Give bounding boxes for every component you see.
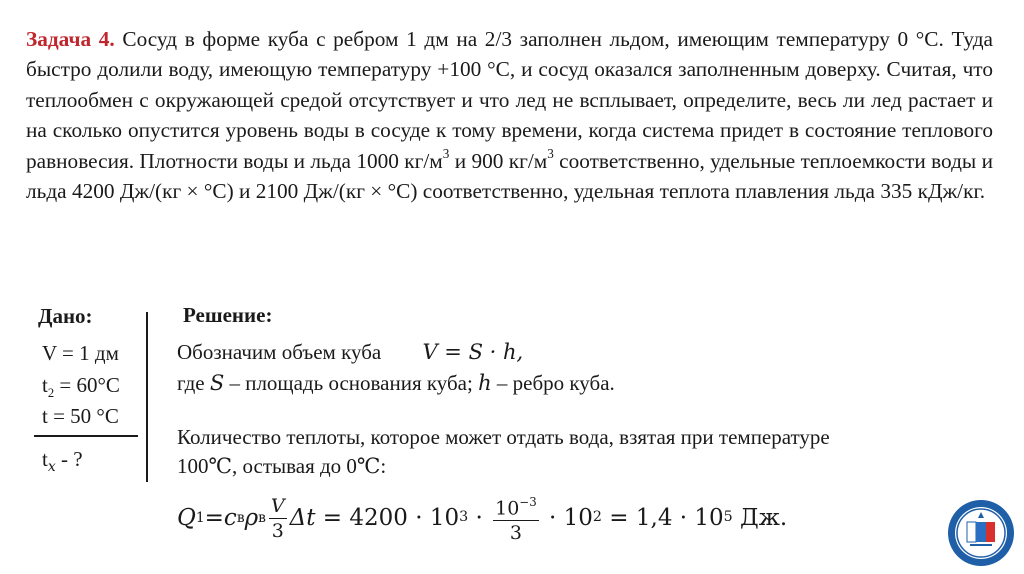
find-symbol: t — [42, 447, 48, 471]
fraction-power-base: 10 — [495, 497, 520, 520]
line2-h-symbol: h — [478, 371, 492, 395]
t2-symbol: t — [42, 373, 48, 397]
formula-c: c — [223, 505, 237, 531]
fraction-power-over-3 — [493, 491, 539, 545]
formula-rho-sub: в — [258, 510, 266, 526]
formula-result: = 1,4 · 10 — [601, 505, 724, 531]
formula-c-sub: в — [236, 510, 245, 526]
line2-s-symbol: S — [209, 371, 225, 395]
line2-part-b: – площадь основания куба; — [224, 371, 479, 395]
fraction-v-numerator: V — [270, 494, 285, 517]
olympiad-emblem-icon — [946, 498, 1016, 568]
heat-formula — [177, 485, 787, 551]
t2-subscript: 2 — [47, 386, 55, 401]
formula-delta-t: Δt — [289, 505, 316, 531]
formula-dot2: · 10 — [541, 505, 593, 531]
fraction-power-numerator — [493, 491, 539, 521]
formula-dot1: · — [468, 505, 491, 531]
given-block — [26, 304, 148, 482]
problem-title: Задача 4. — [26, 27, 115, 51]
problem-text-part3: соответственно, удельные теплоемкости воды и льда 4200 Дж/(кг × °С) и 2100 Дж/(кг × °С) соответственно, удельная теплота плавления льда 335 кДж/кг. — [26, 148, 993, 204]
formula-eq2: = 4200 · 10 — [315, 505, 460, 531]
solution-line-1 — [177, 340, 523, 365]
find-rest: - ? — [55, 447, 83, 471]
solution-line-1-text: Обозначим объем куба — [177, 340, 382, 364]
fraction-v-over-3 — [269, 494, 287, 543]
formula-exp3: 5 — [723, 508, 733, 525]
given-heading: Дано: — [38, 304, 93, 328]
solution-heading: Решение: — [183, 303, 273, 327]
given-divider-vertical — [146, 312, 148, 482]
formula-exp2: 2 — [592, 508, 602, 525]
given-temperature-t: t = 50 °С — [42, 404, 119, 428]
given-volume: V = 1 дм — [42, 341, 119, 365]
line2-part-c: – ребро куба. — [491, 371, 615, 395]
problem-statement — [26, 24, 993, 206]
t2-value: = 60°С — [54, 373, 120, 397]
given-find — [42, 447, 83, 475]
solution-line-3: Количество теплоты, которое может отдать вода, взятая при температуре — [177, 425, 830, 449]
cubic-exponent-2: 3 — [547, 145, 554, 161]
formula-q: Q — [177, 505, 196, 531]
cubic-exponent-1: 3 — [442, 145, 450, 161]
fraction-v-denominator: 3 — [271, 519, 284, 542]
find-subscript: x — [47, 459, 56, 476]
fraction-power-denominator: 3 — [509, 522, 522, 545]
solution-line-2 — [177, 371, 615, 396]
line2-part-a: где — [177, 371, 210, 395]
volume-formula: V = S · h, — [422, 340, 524, 364]
problem-text-part2: и 900 кг/м — [449, 148, 548, 173]
formula-eq1: = — [204, 505, 224, 531]
formula-q-sub: 1 — [195, 510, 205, 526]
fraction-power-exp: −3 — [519, 494, 537, 509]
problem-text-part1: Сосуд в форме куба с ребром 1 дм на 2/3 заполнен льдом, имеющим температуру 0 °С. Туда быстро долили воду, имеющую температуру +100 °С, и сосуд оказался заполненным доверху. Считая, что теплообмен с окружающей средой отсутствует и что лед не всплывает, определите, весь ли лед растает и на сколько опустится уровень воды в сосуде к тому времени, когда система придет в состояние теплового равновесия. Плотности воды и льда 1000 кг/м — [26, 27, 993, 173]
formula-rho: ρ — [244, 505, 259, 531]
formula-unit: Дж. — [732, 505, 788, 531]
solution-line-4: 100℃, остывая до 0℃: — [177, 454, 387, 478]
given-divider-horizontal — [34, 435, 138, 437]
formula-exp1: 3 — [459, 508, 469, 525]
given-temperature-t2 — [42, 373, 120, 401]
